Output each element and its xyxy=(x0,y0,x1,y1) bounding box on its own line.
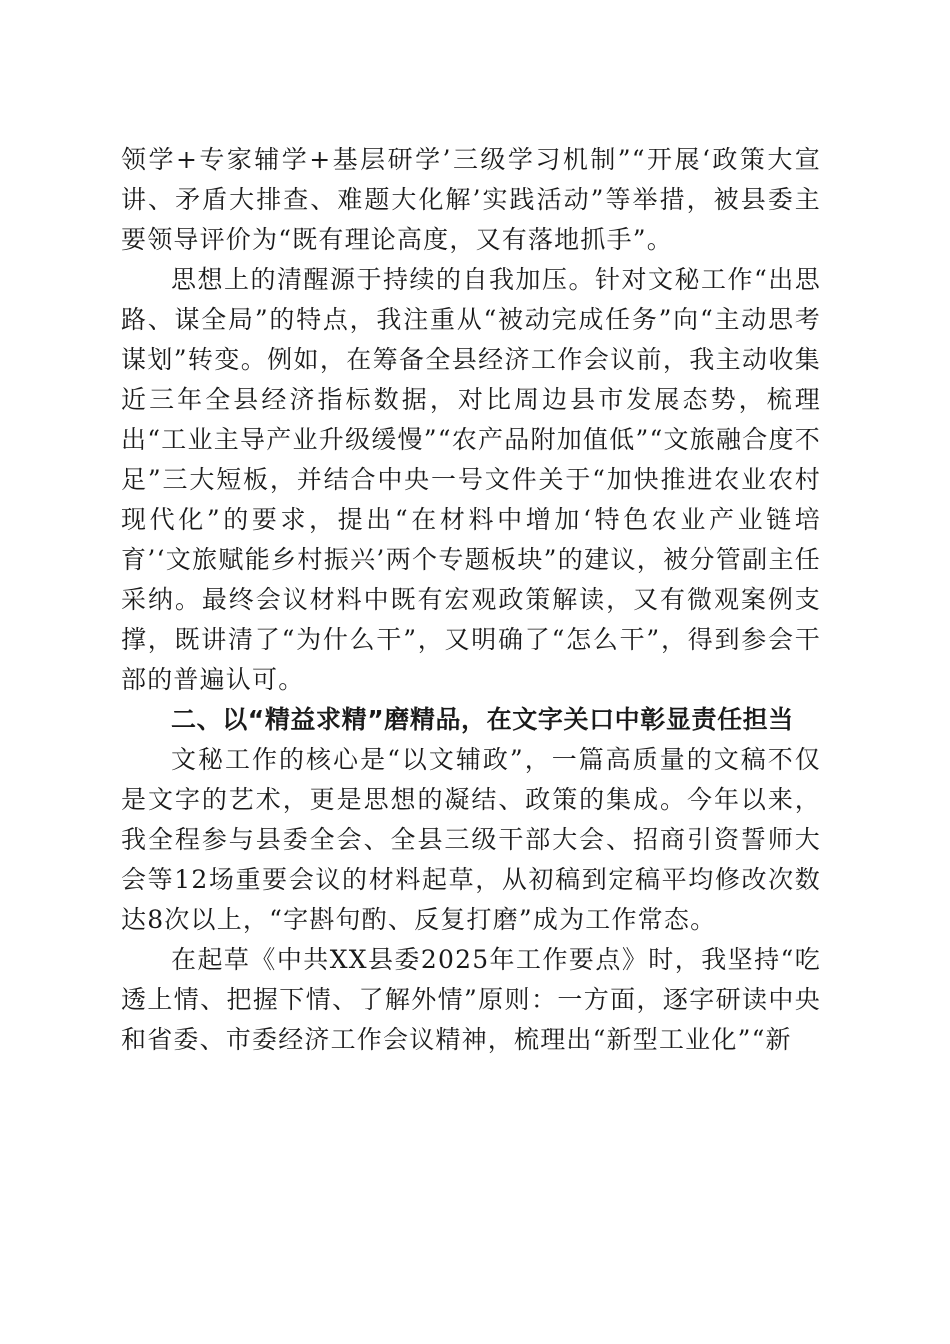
paragraph-self-pressure: 思想上的清醒源于持续的自我加压。针对文秘工作“出思路、谋全局”的特点，我注重从“被动完成任务”向“主动思考谋划”转变。例如，在筹备全县经济工作会议前，我主动收集近三年全县经济指标数据，对比周边县市发展态势，梳理出“工业主导产业升级缓慢”“农产品附加值低”“文旅融合度不足”三大短板，并结合中央一号文件关于“加快推进农业农村现代化”的要求，提出“在材料中增加‘特色农业产业链培育’‘文旅赋能乡村振兴’两个专题板块”的建议，被分管副主任采纳。最终会议材料中既有宏观政策解读，又有微观案例支撑，既讲清了“为什么干”，又明确了“怎么干”，得到参会干部的普遍认可。 xyxy=(121,265,821,694)
paragraph-drafting-core: 文秘工作的核心是“以文辅政”，一篇高质量的文稿不仅是文字的艺术，更是思想的凝结、政策的集成。今年以来，我全程参与县委全会、全县三级干部大会、招商引资誓师大会等12场重要会议的材料起草，从初稿到定稿平均修改次数达8次以上，“字斟句酌、反复打磨”成为工作常态。 xyxy=(121,745,821,934)
section-heading: 二、以“精益求精”磨精品，在文字关口中彰显责任担当 xyxy=(171,705,794,734)
document-body xyxy=(121,140,821,1060)
paragraph-continuation: 领学+专家辅学+基层研学’三级学习机制”“开展‘政策大宣讲、矛盾大排查、难题大化解’实践活动”等举措，被县委主要领导评价为“既有理论高度，又有落地抓手”。 xyxy=(121,145,821,254)
paragraph-work-points: 在起草《中共XX县委2025年工作要点》时，我坚持“吃透上情、把握下情、了解外情”原则：一方面，逐字研读中央和省委、市委经济工作会议精神，梳理出“新型工业化”“新 xyxy=(121,945,821,1054)
